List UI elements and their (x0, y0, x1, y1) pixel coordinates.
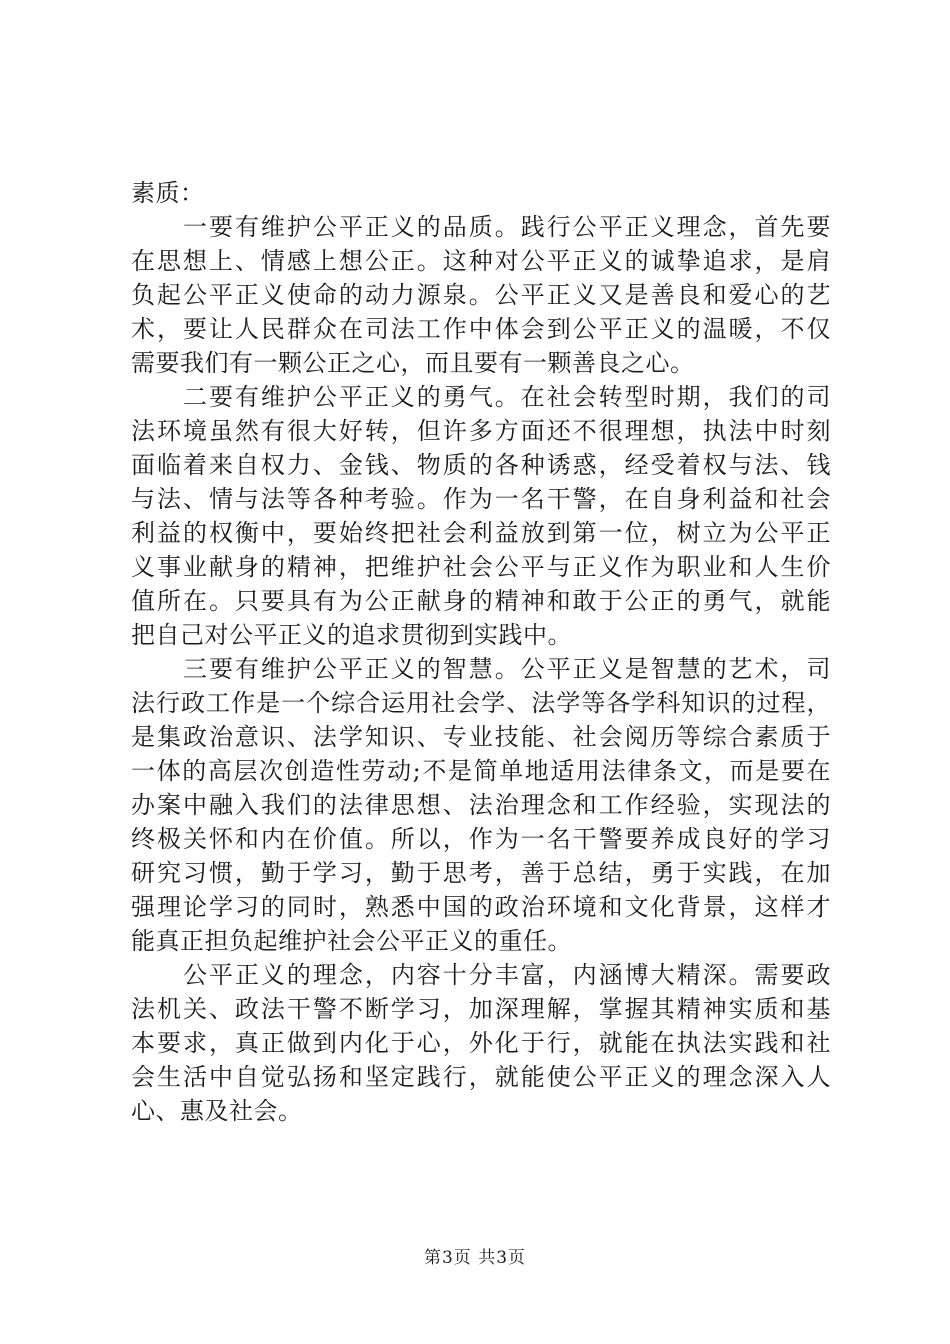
text-line: 面临着来自权力、金钱、物质的各种诱惑，经受着权与法、钱 (131, 451, 831, 479)
text-line: 负起公平正义使命的动力源泉。公平正义又是善良和爱心的艺 (131, 281, 831, 309)
text-line: 利益的权衡中，要始终把社会利益放到第一位，树立为公平正 (131, 519, 831, 547)
text-line: 义事业献身的精神，把维护社会公平与正义作为职业和人生价 (131, 553, 831, 581)
paragraph-first-line: 三要有维护公平正义的智慧。公平正义是智慧的艺术，司 (183, 655, 831, 683)
text-line: 本要求，真正做到内化于心，外化于行，就能在执法实践和社 (131, 1029, 831, 1057)
paragraph-first-line: 一要有维护公平正义的品质。践行公平正义理念，首先要 (183, 213, 831, 241)
text-line: 办案中融入我们的法律思想、法治理念和工作经验，实现法的 (131, 791, 831, 819)
text-line: 需要我们有一颗公正之心，而且要有一颗善良之心。 (131, 349, 695, 377)
paragraph-first-line: 公平正义的理念，内容十分丰富，内涵博大精深。需要政 (183, 961, 831, 989)
page-number-footer: 第3页 共3页 (423, 1248, 527, 1268)
paragraph-first-line: 二要有维护公平正义的勇气。在社会转型时期，我们的司 (183, 383, 831, 411)
text-line: 把自己对公平正义的追求贯彻到实践中。 (131, 621, 572, 649)
text-line: 能真正担负起维护社会公平正义的重任。 (131, 927, 572, 955)
text-line: 法行政工作是一个综合运用社会学、法学等各学科知识的过程， (131, 689, 831, 717)
text-line: 研究习惯，勤于学习，勤于思考，善于总结，勇于实践，在加 (131, 859, 831, 887)
text-line: 终极关怀和内在价值。所以，作为一名干警要养成良好的学习 (131, 825, 831, 853)
text-line: 法环境虽然有很大好转，但许多方面还不很理想，执法中时刻 (131, 417, 831, 445)
text-line: 素质： (131, 179, 205, 207)
text-line: 在思想上、情感上想公正。这种对公平正义的诚挚追求，是肩 (131, 247, 831, 275)
text-line: 心、惠及社会。 (131, 1097, 303, 1125)
text-line: 强理论学习的同时，熟悉中国的政治环境和文化背景，这样才 (131, 893, 831, 921)
text-line: 术，要让人民群众在司法工作中体会到公平正义的温暖，不仅 (131, 315, 831, 343)
text-line: 值所在。只要具有为公正献身的精神和敢于公正的勇气，就能 (131, 587, 831, 615)
text-line: 与法、情与法等各种考验。作为一名干警，在自身利益和社会 (131, 485, 831, 513)
document-body (131, 176, 831, 1128)
text-line: 法机关、政法干警不断学习，加深理解，掌握其精神实质和基 (131, 995, 831, 1023)
text-line: 是集政治意识、法学知识、专业技能、社会阅历等综合素质于 (131, 723, 831, 751)
text-line: 一体的高层次创造性劳动;不是简单地适用法律条文，而是要在 (131, 757, 831, 785)
text-line: 会生活中自觉弘扬和坚定践行，就能使公平正义的理念深入人 (131, 1063, 831, 1091)
